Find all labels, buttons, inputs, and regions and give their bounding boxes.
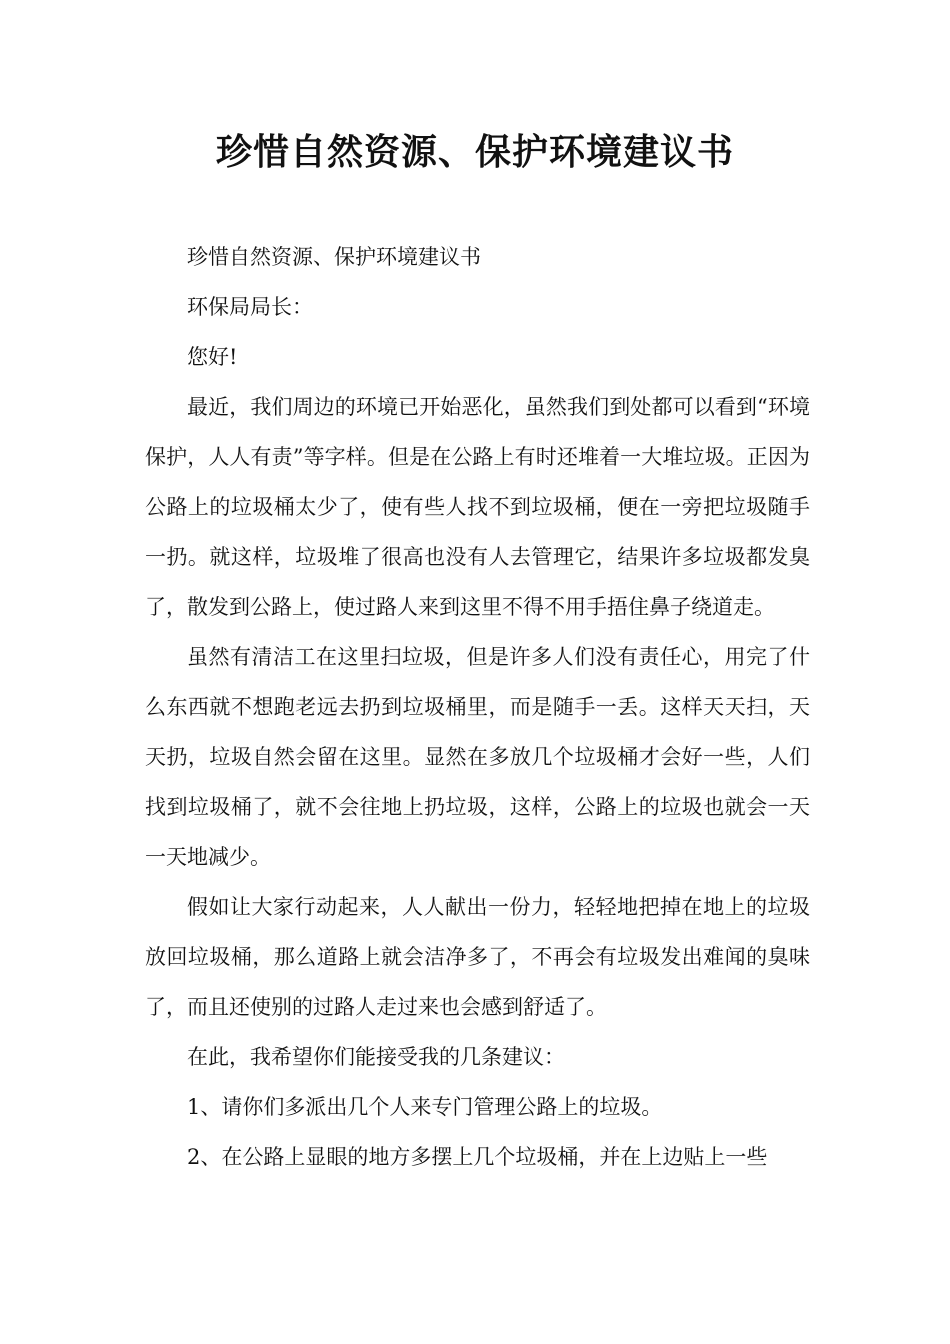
document-title: 珍惜自然资源、保护环境建议书: [215, 132, 734, 173]
paragraph-salutation: 环保局局长：: [187, 295, 313, 319]
paragraph-subtitle: 珍惜自然资源、保护环境建议书: [187, 245, 481, 269]
paragraph-greeting: 您好!: [187, 345, 238, 369]
suggestion-item-2: 2、在公路上显眼的地方多摆上几个垃圾桶，并在上边贴上一些: [187, 1145, 768, 1169]
paragraph-body-2: 虽然有清洁工在这里扫垃圾，但是许多人们没有责任心，用完了什么东西就不想跑老远去扔到垃圾桶里，而是随手一丢。这样天天扫，天天扔，垃圾自然会留在这里。显然在多放几个垃圾桶才会好一些，人们找到垃圾桶了，就不会往地上扔垃圾，这样，公路上的垃圾也就会一天一天地减少。: [145, 645, 810, 869]
paragraph-body-4: 在此，我希望你们能接受我的几条建议：: [187, 1045, 565, 1069]
paragraph-body-3: 假如让大家行动起来，人人献出一份力，轻轻地把掉在地上的垃圾放回垃圾桶，那么道路上就会洁净多了，不再会有垃圾发出难闻的臭味了，而且还使别的过路人走过来也会感到舒适了。: [145, 895, 810, 1019]
document-body: [145, 232, 810, 1182]
suggestion-item-1: 1、请你们多派出几个人来专门管理公路上的垃圾。: [187, 1095, 663, 1119]
paragraph-body-1: 最近，我们周边的环境已开始恶化，虽然我们到处都可以看到“环境保护，人人有责”等字样。但是在公路上有时还堆着一大堆垃圾。正因为公路上的垃圾桶太少了，使有些人找不到垃圾桶，便在一旁把垃圾随手一扔。就这样，垃圾堆了很高也没有人去管理它，结果许多垃圾都发臭了，散发到公路上，使过路人来到这里不得不用手捂住鼻子绕道走。: [145, 395, 810, 619]
